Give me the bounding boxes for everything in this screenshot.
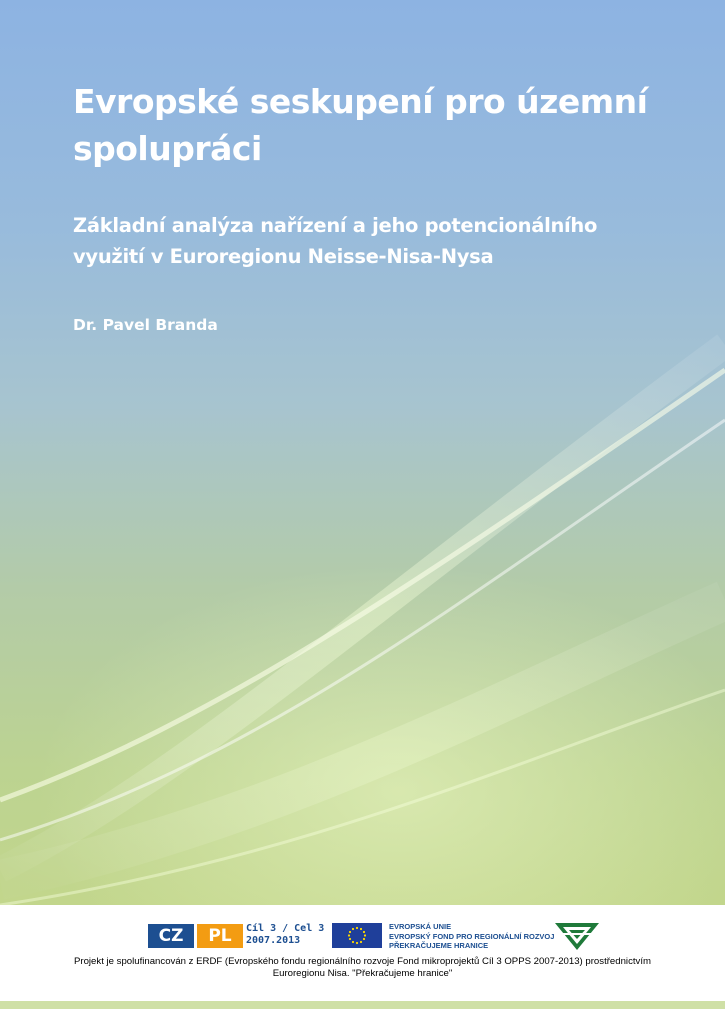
bottom-green-strip [0,1001,725,1009]
cil-3-logo-text [246,923,324,947]
eu-line-1: EVROPSKÁ UNIE [389,922,452,931]
document-subtitle: Základní analýza nařízení a jeho potencionálního využití v Euroregionu Neisse-Nisa-Nysa [73,214,598,268]
document-title: Evropské seskupení pro územní spolupráci [73,82,648,168]
eu-fund-text [389,922,554,951]
eu-flag-icon [332,923,382,948]
funding-line-1: Projekt je spolufinancován z ERDF (Evropského fondu regionálního rozvoje Fond mikroprojektů Cíl 3 OPPS 2007-2013) prostřednictvím [74,956,651,967]
cil-line-1: Cíl 3 / Cel 3 [246,923,325,934]
cz-pl-logo [148,924,243,948]
euroregion-nisa-logo-icon [555,921,599,951]
funding-notice [0,956,725,979]
eu-line-3: PŘEKRAČUJEME HRANICE [389,941,489,950]
cil-line-2: 2007.2013 [246,935,301,946]
cz-logo-text: CZ [148,924,194,948]
document-author: Dr. Pavel Branda [73,316,218,334]
eu-line-2: EVROPSKÝ FOND PRO REGIONÁLNÍ ROZVOJ [389,931,555,941]
pl-logo-text: PL [197,924,243,948]
funding-line-2: Euroregionu Nisa. "Překračujeme hranice" [272,967,453,979]
funding-logos-bar [0,920,725,954]
